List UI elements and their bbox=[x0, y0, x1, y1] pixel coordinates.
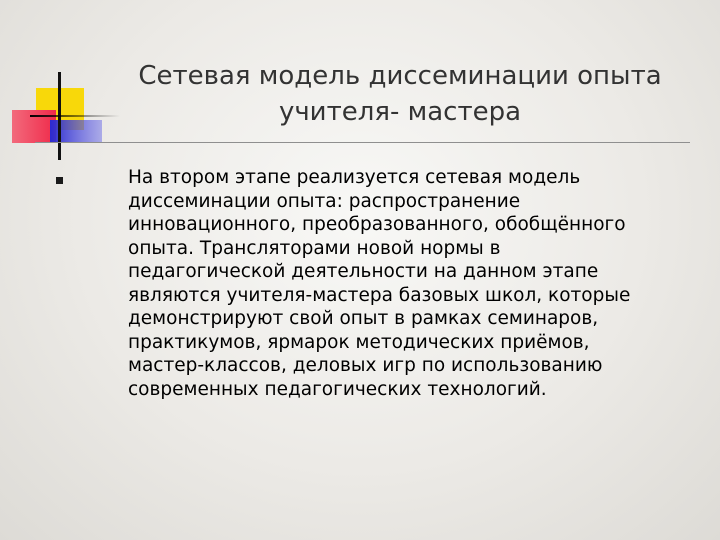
title-divider bbox=[35, 142, 690, 143]
decorative-squares-logo bbox=[0, 0, 120, 170]
blue-square bbox=[50, 120, 102, 142]
bullet-text-line: педагогической деятельности на данном этапе bbox=[128, 261, 599, 282]
deco-horizontal-line bbox=[30, 115, 120, 117]
bullet-text-line: На втором этапе реализуется сетевая модель bbox=[128, 167, 581, 188]
bullet-text-line: являются учителя-мастера базовых школ, которые bbox=[128, 284, 631, 306]
bullet-paragraph bbox=[128, 166, 703, 401]
bullet-text-line: мастер-классов, деловых игр по использованию bbox=[128, 355, 603, 376]
bullet-text-line: демонстрируют свой опыт в рамках семинаров, bbox=[128, 308, 599, 329]
bullet-text-line: диссеминации опыта: распространение bbox=[128, 190, 521, 212]
bullet-text-line: современных педагогических технологий. bbox=[128, 378, 547, 400]
bullet-text-line: практикумов, ярмарок методических приёмов, bbox=[128, 331, 590, 353]
square-bullet-icon bbox=[56, 177, 63, 184]
slide-title bbox=[110, 58, 690, 130]
bullet-text-line: опыта. Трансляторами новой нормы в bbox=[128, 237, 501, 259]
red-square bbox=[12, 110, 56, 143]
slide-title-line: учителя- мастера bbox=[278, 97, 522, 127]
slide-title-line: Сетевая модель диссеминации опыта bbox=[138, 61, 662, 91]
bullet-text-line: инновационного, преобразованного, обобщённого bbox=[128, 214, 626, 235]
